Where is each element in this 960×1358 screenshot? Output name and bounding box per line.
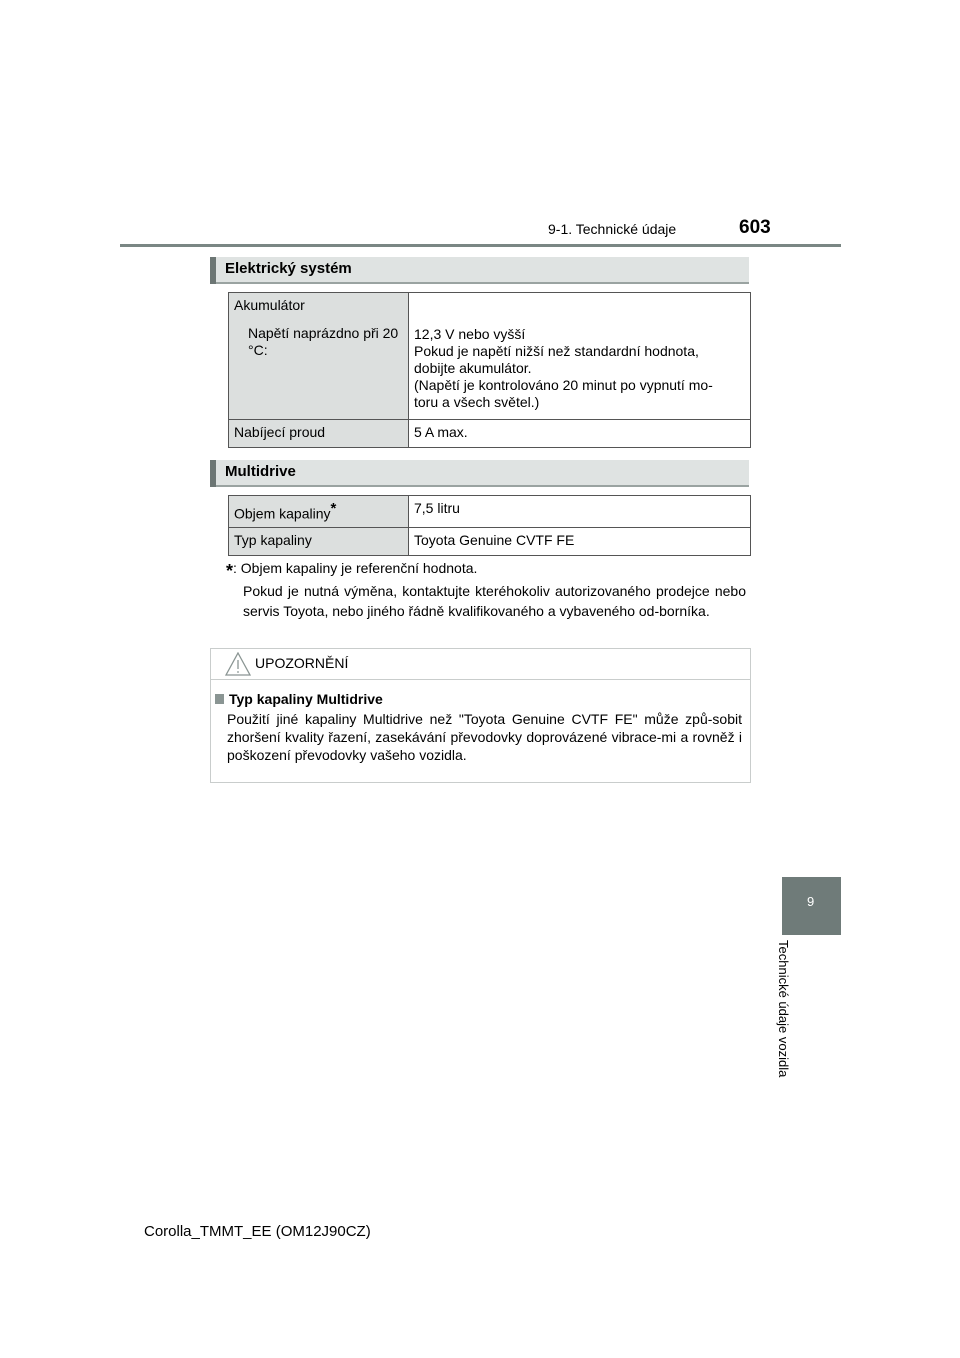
table-row xyxy=(229,420,751,448)
electrical-table xyxy=(228,292,751,448)
multidrive-table xyxy=(228,495,751,556)
capacity-label-cell xyxy=(229,496,409,528)
section-title-multidrive: Multidrive xyxy=(225,463,296,480)
warning-label: UPOZORNĚNÍ xyxy=(255,655,349,671)
footnote-marker: * xyxy=(330,500,337,517)
chapter-label: Technické údaje vozidla xyxy=(776,940,791,1078)
charging-value: 5 A max. xyxy=(409,420,751,448)
warning-box xyxy=(210,648,751,783)
warning-header xyxy=(211,649,750,680)
warning-triangle-icon xyxy=(225,652,251,676)
chapter-side-label xyxy=(776,940,806,1100)
voltage-line: (Napětí je kontrolováno 20 minut po vypnutí mo- xyxy=(414,377,713,393)
charging-label: Nabíjecí proud xyxy=(229,420,409,448)
table-row xyxy=(229,293,751,420)
page-number: 603 xyxy=(739,217,771,238)
section-bar-electrical xyxy=(210,257,749,284)
footnote-line1: : Objem kapaliny je referenční hodnota. xyxy=(233,560,478,576)
warning-title-text: Typ kapaliny Multidrive xyxy=(229,691,383,707)
fluid-type-value: Toyota Genuine CVTF FE xyxy=(409,527,751,555)
battery-label-cell xyxy=(229,293,409,420)
section-title-electrical: Elektrický systém xyxy=(225,260,352,277)
voltage-value-cell xyxy=(409,293,751,420)
capacity-value: 7,5 litru xyxy=(409,496,751,528)
voltage-line: dobijte akumulátor. xyxy=(414,360,532,376)
bullet-square-icon xyxy=(215,694,224,704)
voltage-line: Pokud je napětí nižší než standardní hodnota, xyxy=(414,343,699,359)
footer-document-id: Corolla_TMMT_EE (OM12J90CZ) xyxy=(144,1223,371,1240)
table-row xyxy=(229,496,751,528)
header-rule xyxy=(120,244,841,247)
section-bar-marker xyxy=(210,257,216,284)
warning-title xyxy=(215,691,383,707)
voltage-line: 12,3 V nebo vyšší xyxy=(414,326,526,342)
warning-text: Použití jiné kapaliny Multidrive než "Toyota Genuine CVTF FE" může způ-sobit zhoršení kvality řazení, zasekávání převodovky doprovázené vibrace-mi a rovněž i poškození převodovky vašeho vozidla. xyxy=(227,711,742,763)
battery-label: Akumulátor xyxy=(234,297,305,313)
fluid-type-label: Typ kapaliny xyxy=(229,527,409,555)
chapter-tab xyxy=(782,877,841,935)
section-bar-marker xyxy=(210,460,216,487)
footnote xyxy=(226,558,746,621)
footnote-body: Pokud je nutná výměna, kontaktujte kteréhokoliv autorizovaného prodejce nebo servis Toyota, nebo jiného řádně kvalifikovaného a vybaveného od-borníka. xyxy=(243,583,746,619)
footnote-star: * xyxy=(226,561,234,581)
voltage-line: toru a všech světel.) xyxy=(414,394,540,410)
capacity-label: Objem kapaliny xyxy=(234,505,331,522)
table-row xyxy=(229,527,751,555)
section-bar-multidrive xyxy=(210,460,749,487)
header-section: 9-1. Technické údaje xyxy=(548,221,677,237)
voltage-label: Napětí naprázdno při 20 °C: xyxy=(248,325,399,358)
chapter-number: 9 xyxy=(807,894,815,909)
